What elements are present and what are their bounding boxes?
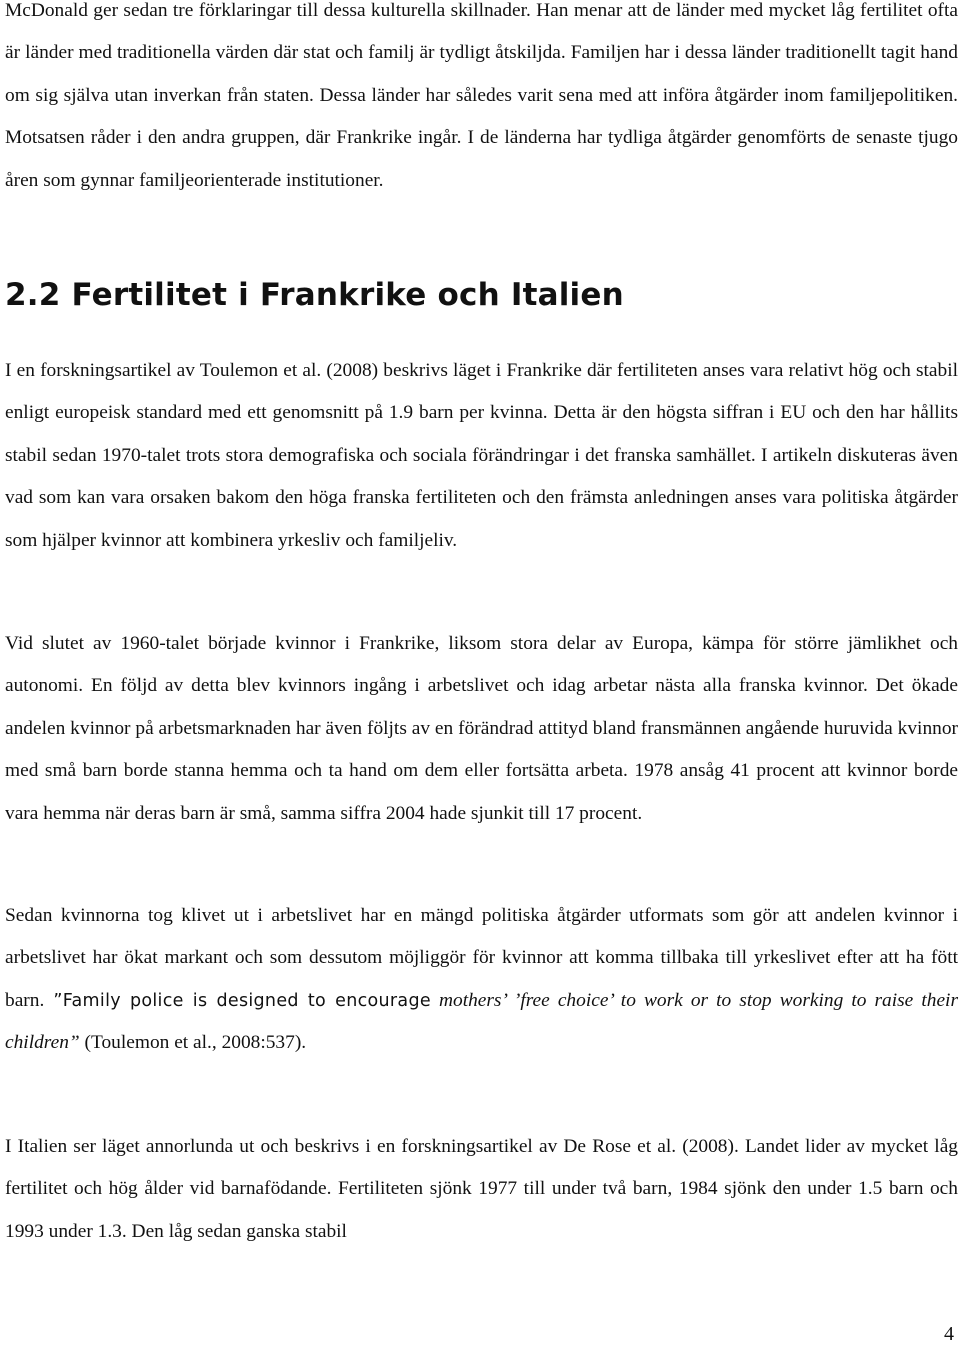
paragraph-1960s-women: Vid slutet av 1960-talet började kvinnor i Frankrike, liksom stora delar av Europa, kämpa för större jämlikhet och autonomi. En följd av detta blev kvinnors ingång i arbetslivet och idag arbetar nästa alla franska kvinnor. Det ökade andelen kvinnor på arbetsmarknaden har även följts av en förändrad attityd bland fransmännen angående huruvida kvinnor med små barn borde stanna hemma och ta hand om dem eller fortsätta arbeta. 1978 ansåg 41 procent att kvinnor borde vara hemma när deras barn är små, samma siffra 2004 hade sjunkit till 17 procent. [5, 633, 958, 824]
page-number: 4 [944, 1323, 954, 1345]
policy-text: Sedan kvinnorna tog klivet ut i arbetslivet har en mängd politiska åtgärder utformats som gör att andelen kvinnor i arbetslivet har ökat markant och som dessutom möjliggör för kvinnor att komma tillbaka till yrkeslivet efter att ha fött barn. [5, 905, 958, 1011]
paragraph-policy-measures [5, 895, 958, 1065]
quote-citation: (Toulemon et al., 2008:537). [79, 1032, 307, 1054]
paragraph-italy: I Italien ser läget annorlunda ut och beskrivs i en forskningsartikel av De Rose et al. (2008). Landet lider av mycket låg fertilitet och hög ålder vid barnafödande. Fertiliteten sjönk 1977 till under två barn, 1984 sjönk den under 1.5 barn och 1993 under 1.3. Den låg sedan ganska stabil [5, 1136, 958, 1242]
quote-lead: ”Family police is designed to encourage [44, 990, 431, 1011]
intro-paragraph: McDonald ger sedan tre förklaringar till dessa kulturella skillnader. Han menar att de länder med mycket låg fertilitet ofta är länder med traditionella värden där stat och familj är tydligt åtskiljda. Familjen har i dessa länder traditionellt tagit hand om sig själva utan inverkan från staten. Dessa länder har således varit sena med att införa åtgärder inom familjepolitiken. Motsatsen råder i den andra gruppen, där Frankrike ingår. I de länderna har tydliga åtgärder genomförts de senaste tjugo åren som gynnar familjeorienterade institutioner. [5, 0, 958, 191]
section-heading: 2.2 Fertilitet i Frankrike och Italien [5, 277, 624, 313]
paragraph-toulemon-france: I en forskningsartikel av Toulemon et al. (2008) beskrivs läget i Frankrike där fertiliteten anses vara relativt hög och stabil enligt europeisk standard med ett genomsnitt på 1.9 barn per kvinna. Detta är den högsta siffran i EU och den har hållits stabil sedan 1970-talet trots stora demografiska och sociala förändringar i det franska samhället. I artikeln diskuteras även vad som kan vara orsaken bakom den höga franska fertiliteten och den främsta anledningen anses vara politiska åtgärder som hjälper kvinnor att kombinera yrkesliv och familjeliv. [5, 360, 958, 551]
quote-italic: mothers’ ’free choice’ to work or to stop working to raise their children” [5, 989, 958, 1054]
